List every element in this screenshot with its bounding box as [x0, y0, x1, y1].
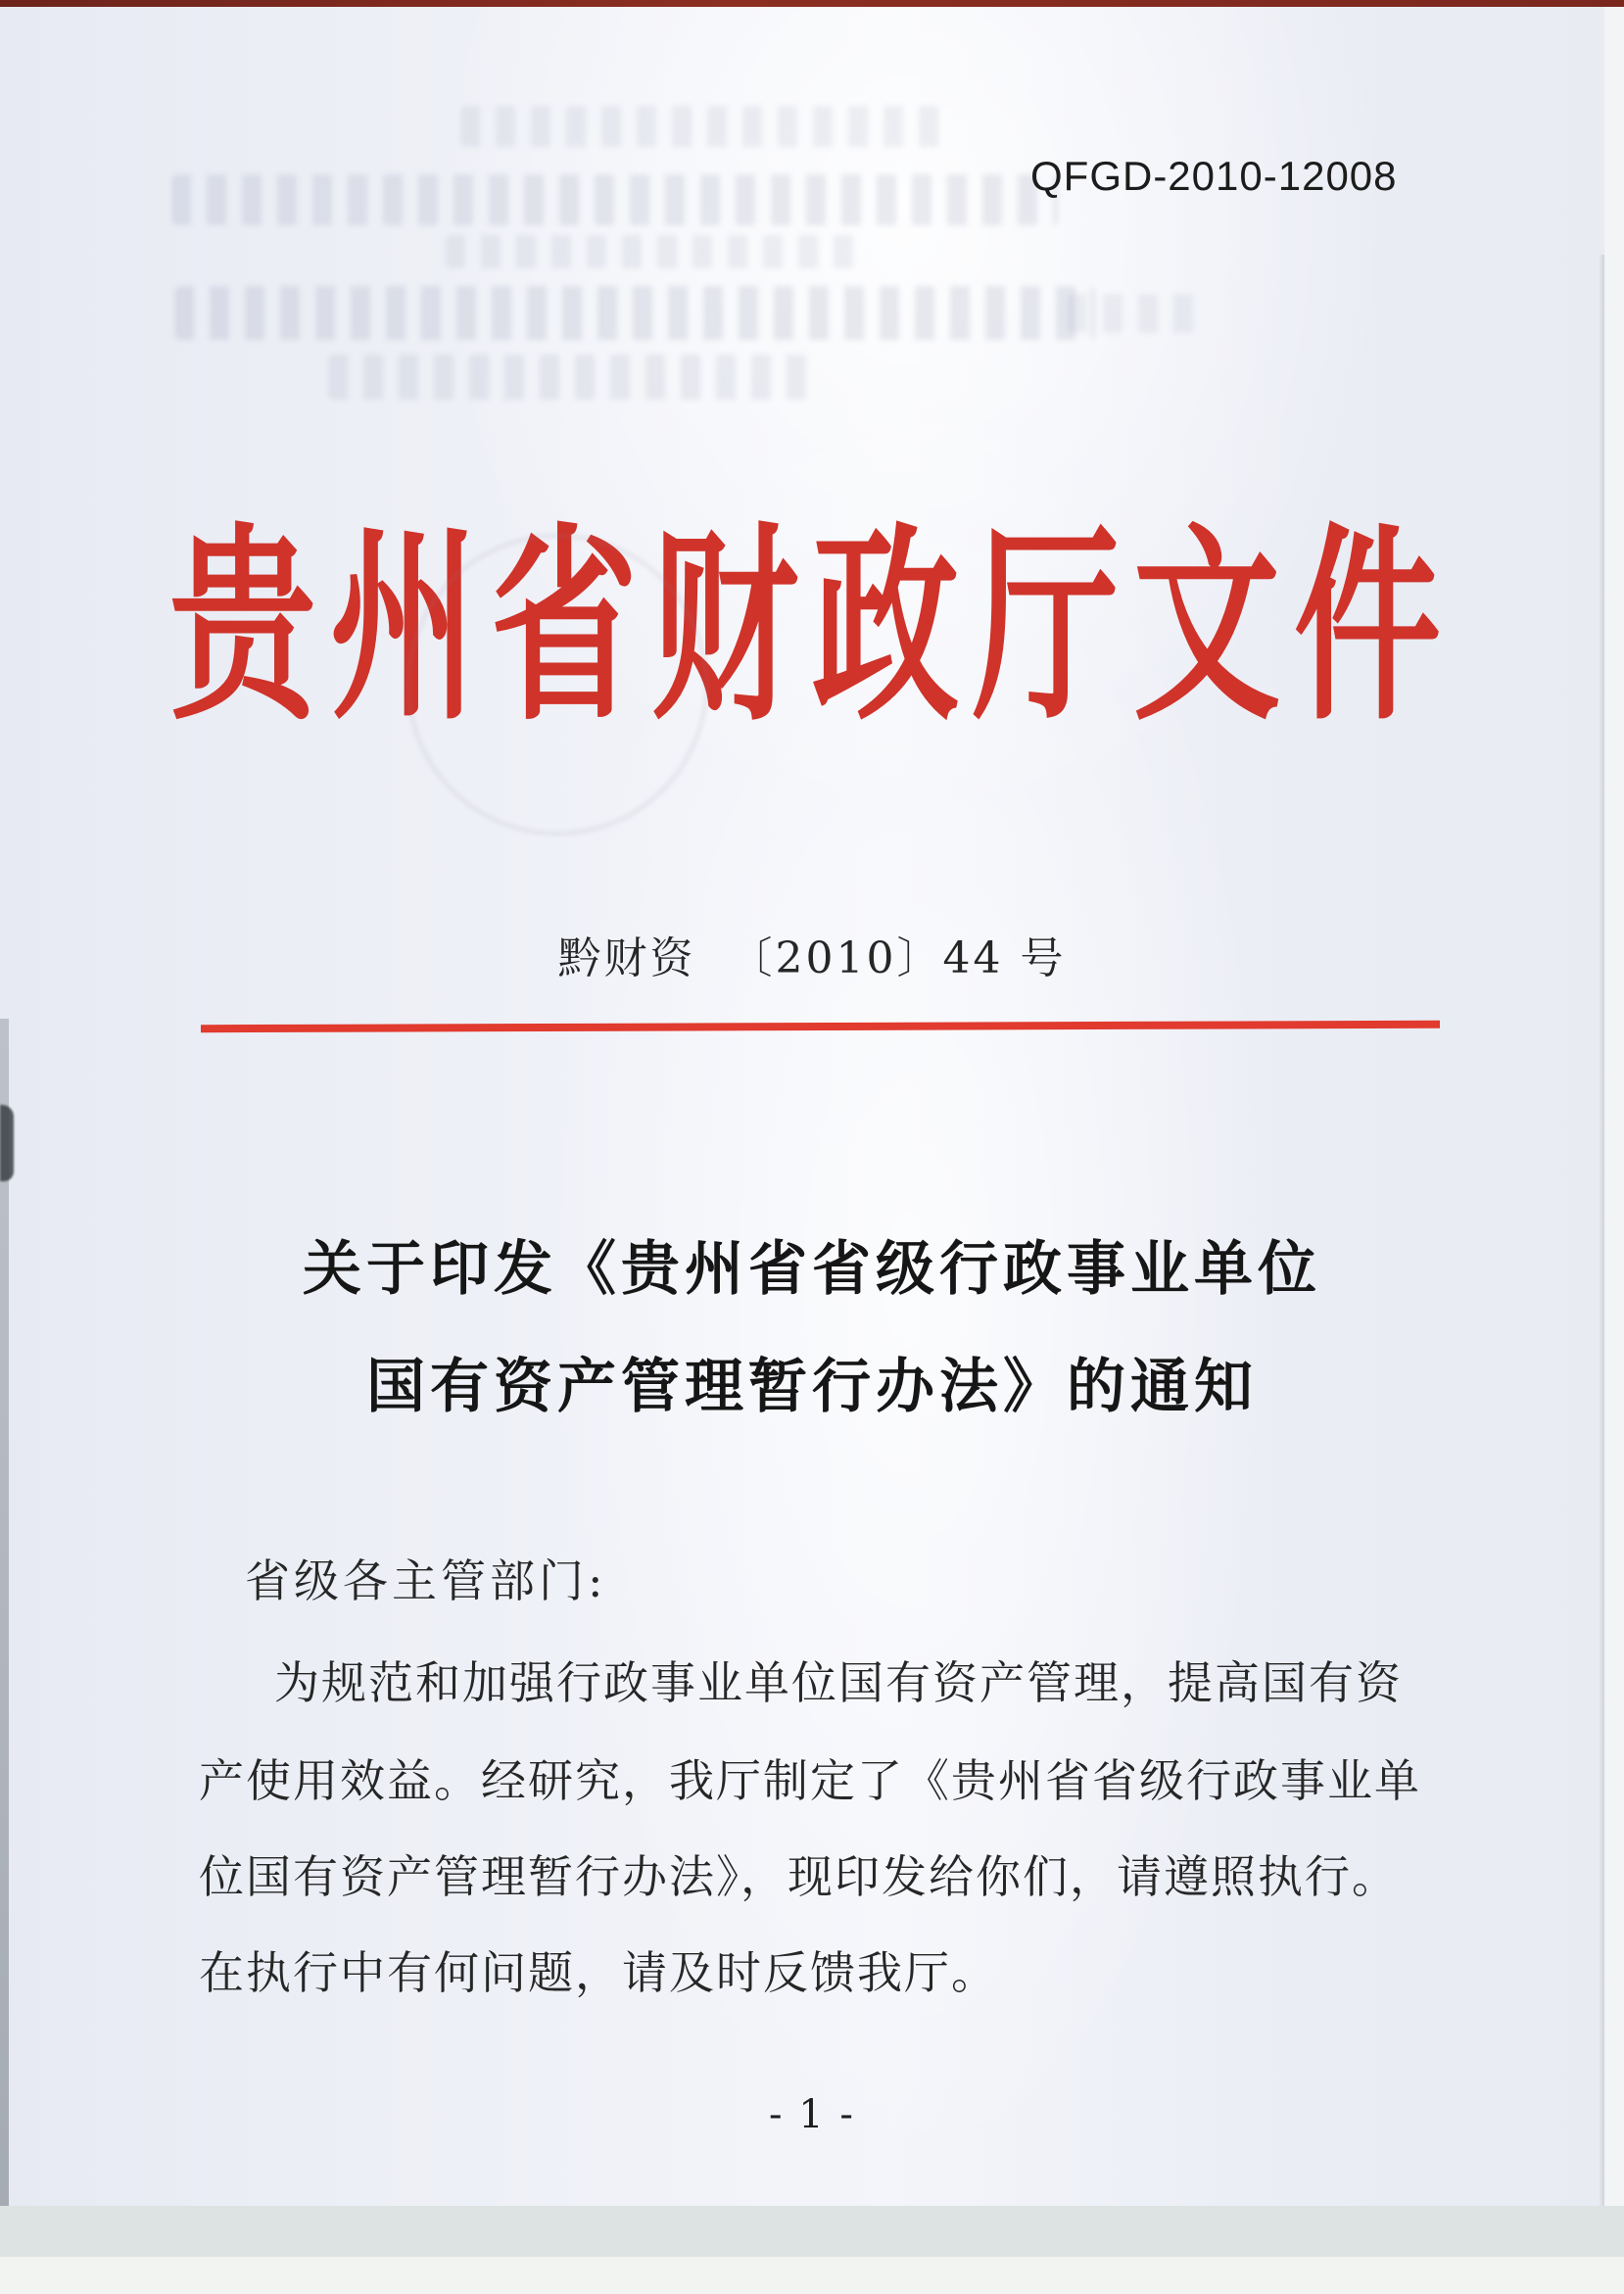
body-text-line: 产使用效益。经研究，我厅制定了《贵州省省级行政事业单	[199, 1754, 1421, 1807]
scanner-background-bottom-light	[0, 2257, 1624, 2294]
archive-code: QFGD-2010-12008	[1030, 153, 1398, 199]
official-seal-ghost	[406, 534, 708, 836]
bleed-through-smudge	[460, 106, 950, 147]
binding-mark	[0, 1105, 14, 1181]
body-text-line: 为规范和加强行政事业单位国有资产管理，提高国有资	[274, 1656, 1403, 1709]
notice-title-line-1: 关于印发《贵州省省级行政事业单位	[303, 1235, 1321, 1304]
body-text-line: 在执行中有何问题，请及时反馈我厅。	[199, 1946, 998, 1999]
bleed-through-smudge	[446, 235, 867, 268]
scanner-background-bottom	[0, 2206, 1624, 2257]
page-number: - 1 -	[769, 2092, 855, 2137]
notice-title-line-2: 国有资产管理暂行办法》的通知	[366, 1353, 1258, 1421]
bleed-through-smudge	[171, 174, 1058, 225]
bleed-through-smudge	[174, 286, 1095, 340]
scanner-background-right	[1604, 0, 1624, 2206]
salutation: 省级各主管部门:	[245, 1554, 607, 1607]
document-number: 黔财资 〔2010〕44 号	[557, 933, 1067, 983]
letterhead-title: 贵州省财政厅文件	[168, 503, 1455, 749]
bleed-through-smudge	[1068, 294, 1195, 333]
red-divider-line	[201, 1021, 1440, 1032]
bleed-through-smudge	[328, 355, 808, 400]
scan-top-edge	[0, 0, 1624, 7]
scan-left-edge-shadow	[0, 1019, 9, 2206]
body-text-line: 位国有资产管理暂行办法》，现印发给你们，请遵照执行。	[199, 1850, 1399, 1903]
